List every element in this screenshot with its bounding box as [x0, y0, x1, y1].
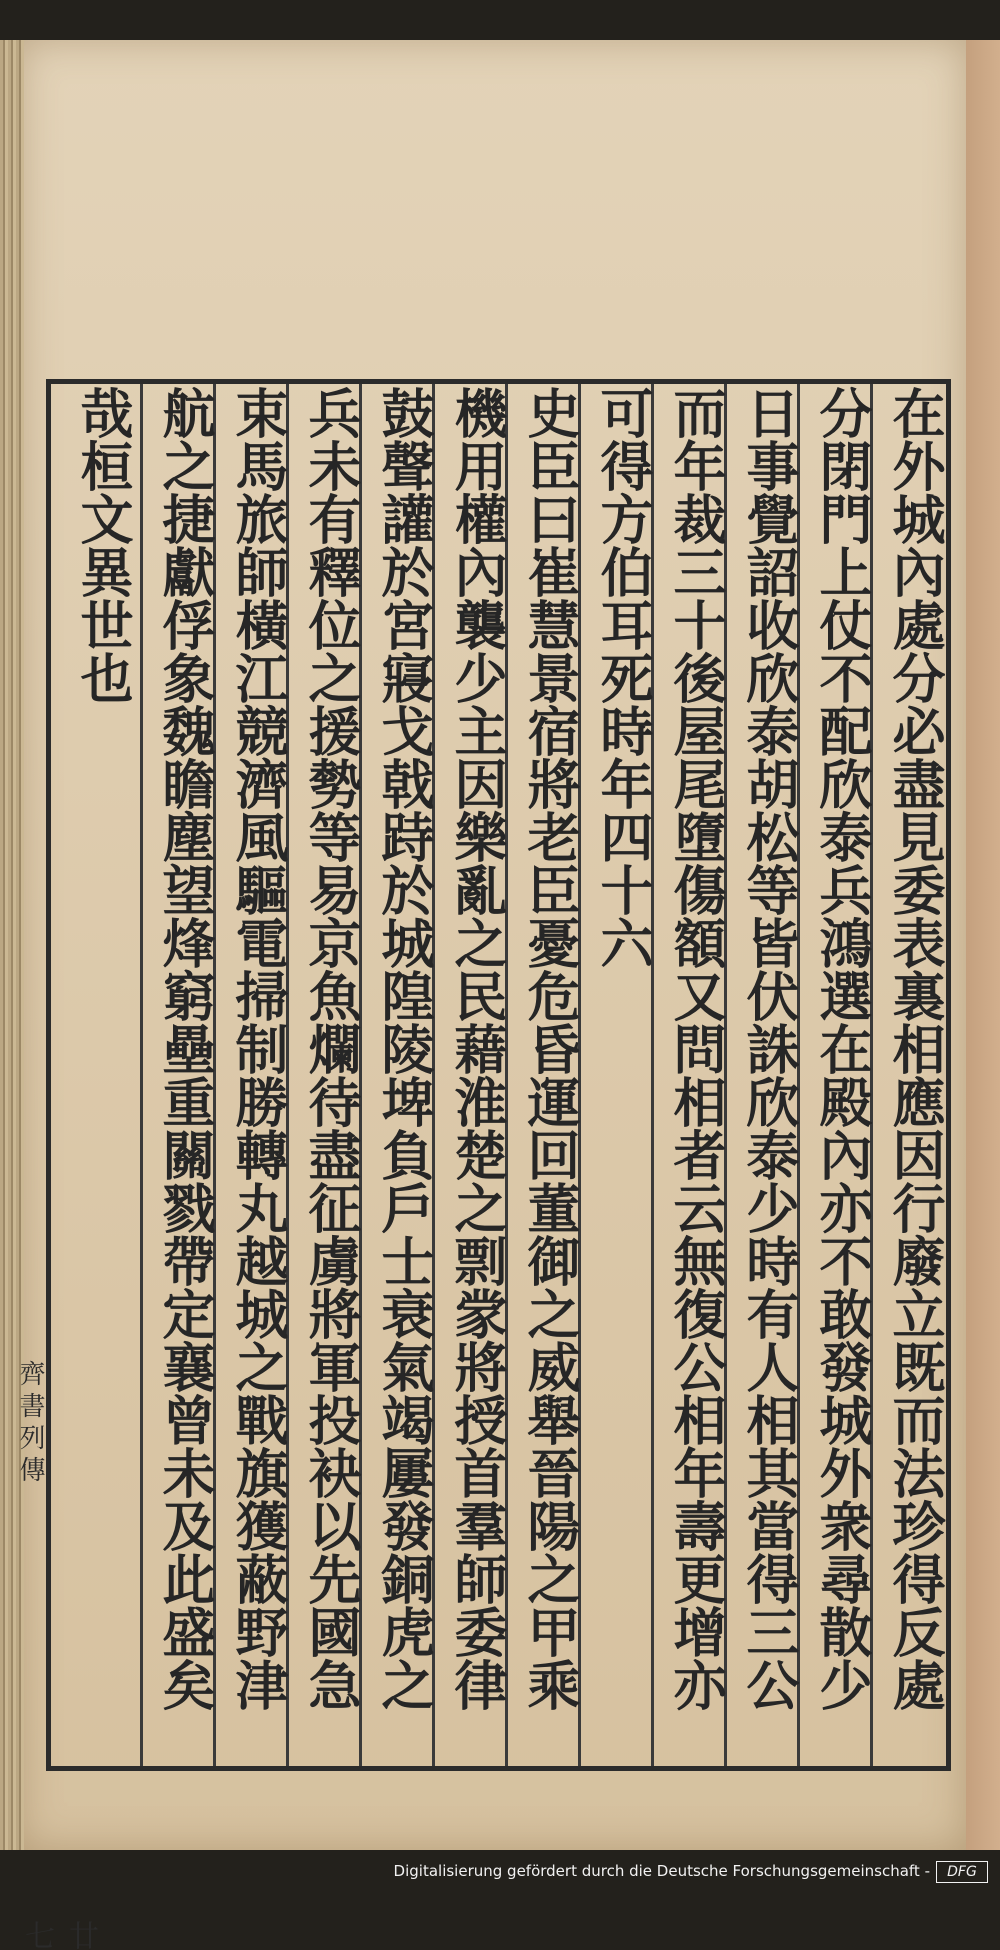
text-column: 兵未有釋位之援勢等易京魚爛待盡征虜將軍投袂以先國急 [300, 386, 362, 1711]
text-column: 日事覺詔收欣泰胡松等皆伏誅欣泰少時有人相其當得三公 [738, 386, 800, 1711]
text-column: 哉桓文異世也 [72, 386, 134, 704]
text-column: 機用權內襲少主因樂亂之民藉淮楚之剽䝉將授首羣師委律 [446, 386, 508, 1711]
dfg-logo: DFG [936, 1861, 988, 1883]
text-column: 航之捷獻俘象魏瞻塵望烽窮壘重關戮帶定襄曾未及此盛矣 [154, 386, 216, 1711]
column-rule [140, 384, 143, 1766]
gutter-title: 齊書列傳 [15, 1360, 45, 1488]
text-column: 在外城內處分必盡見委表裏相應因行廢立既而法珍得反處 [884, 386, 946, 1711]
text-column: 鼓聲讙於宮寢戈戟跱於城隍陵埤負戶士衰氣竭屢發銅虎之 [373, 386, 435, 1711]
text-column: 而年裁三十後屋尾墮傷額又問相者云無復公相年壽更增亦 [665, 386, 727, 1711]
footer-bar [0, 1854, 1000, 1889]
gutter-page-number: 廿七 [19, 1920, 98, 1950]
page-gutter [0, 660, 98, 1950]
text-column: 束馬旅師橫江競濟風驅電掃制勝轉丸越城之戰旗獲蔽野津 [227, 386, 289, 1711]
next-page-edge [966, 40, 1000, 1850]
text-column: 分閉門上仗不配欣泰兵鴻選在殿內亦不敢發城外衆尋散少 [811, 386, 873, 1711]
text-column: 可得方伯耳死時年四十六 [592, 386, 654, 969]
text-column: 史臣曰崔慧景宿將老臣憂危昏運回董御之威舉晉陽之甲乘 [519, 386, 581, 1711]
footer-credit: Digitalisierung gefördert durch die Deutsche Forschungsgemeinschaft - [393, 1862, 930, 1880]
